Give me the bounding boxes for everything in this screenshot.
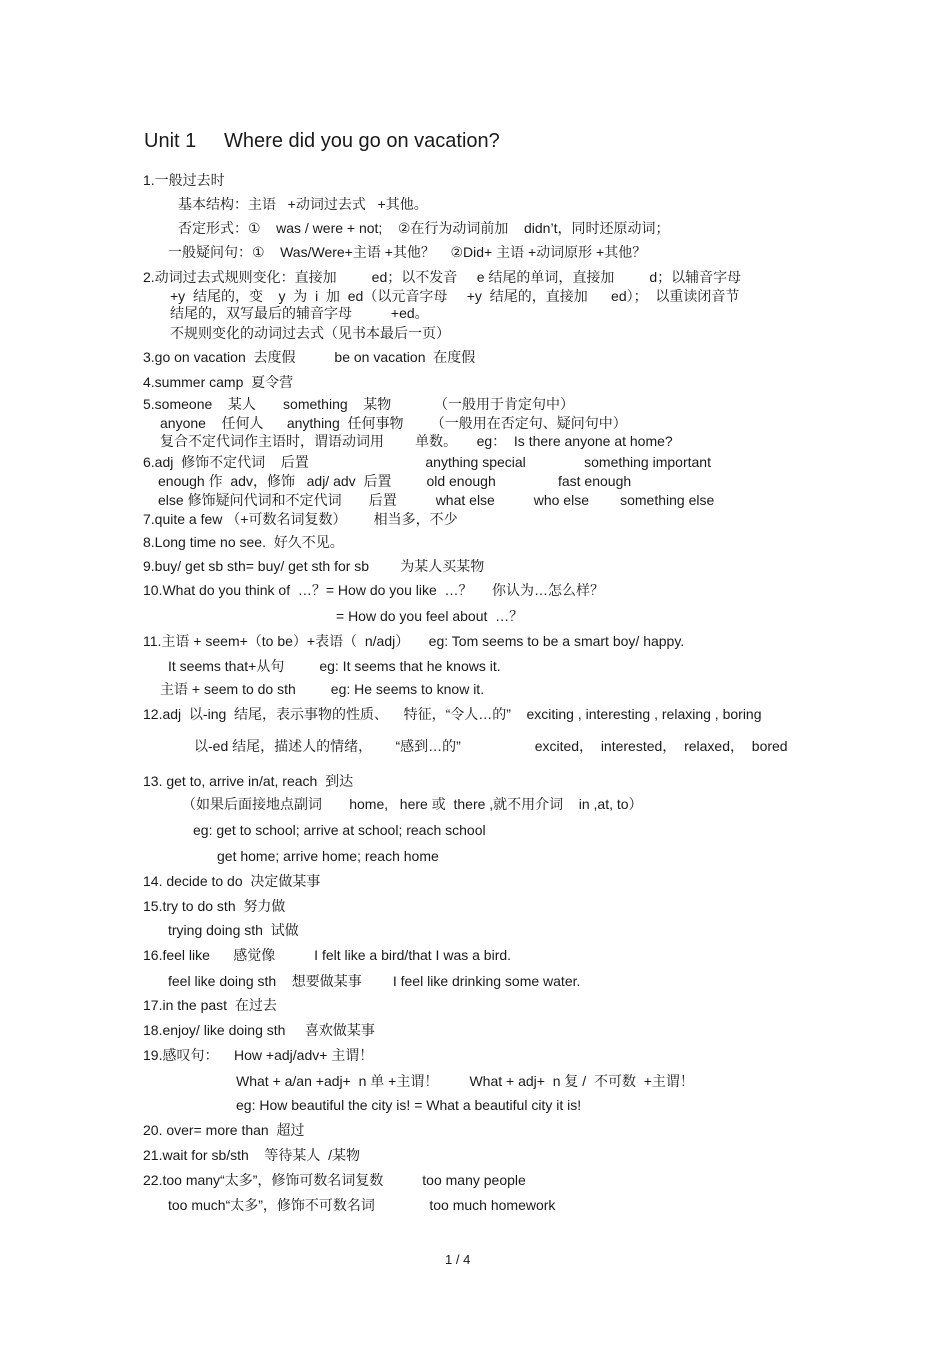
note-line: 4.summer camp 夏令营 xyxy=(143,374,294,390)
note-line: 13. get to, arrive in/at, reach 到达 xyxy=(143,773,354,789)
note-line: 17.in the past 在过去 xyxy=(143,997,277,1013)
note-line: 20. over= more than 超过 xyxy=(143,1122,305,1138)
note-line: It seems that+从句 eg: It seems that he knows it. xyxy=(168,658,501,674)
note-line: 否定形式：① was / were + not; ②在行为动词前加 didn’t，同时还原动词； xyxy=(178,220,670,236)
unit-title: Unit 1 Where did you go on vacation? xyxy=(144,130,500,152)
page-number: 1 / 4 xyxy=(445,1252,471,1267)
note-line: = How do you feel about …？ xyxy=(336,608,524,624)
note-line: 11.主语 + seem+（to be）+表语（ n/adj） eg: Tom seems to be a smart boy/ happy. xyxy=(143,633,685,649)
note-line: What + a/an +adj+ n 单 +主谓！ What + adj+ n 复 / 不可数 +主谓！ xyxy=(236,1073,694,1089)
note-line: too much“太多”，修饰不可数名词 too much homework xyxy=(168,1197,556,1213)
note-line: 3.go on vacation 去度假 be on vacation 在度假 xyxy=(143,349,476,365)
note-line: anyone 任何人 anything 任何事物 （一般用在否定句、疑问句中） xyxy=(160,415,627,431)
note-line: 以-ed 结尾，描述人的情绪， “感到…的” excited， interested， relaxed， bored xyxy=(194,738,788,754)
note-line: 19.感叹句： How +adj/adv+ 主谓！ xyxy=(143,1047,374,1063)
note-line: eg: How beautiful the city is! = What a beautiful city it is! xyxy=(236,1097,582,1113)
note-line: +y 结尾的，变 y 为 i 加 ed（以元音字母 +y 结尾的，直接加 ed）； 以重读闭音节 xyxy=(170,288,740,304)
note-line: 14. decide to do 决定做某事 xyxy=(143,873,321,889)
note-line: 12.adj 以-ing 结尾，表示事物的性质、 特征，“令人…的” exciting , interesting , relaxing , boring xyxy=(143,706,762,722)
note-line: 18.enjoy/ like doing sth 喜欢做某事 xyxy=(143,1022,375,1038)
note-line: 复合不定代词作主语时，谓语动词用 单数。 eg： Is there anyone at home? xyxy=(160,433,673,449)
note-line: 22.too many“太多”，修饰可数名词复数 too many people xyxy=(143,1172,526,1188)
note-line: 8.Long time no see. 好久不见。 xyxy=(143,534,344,550)
note-line: 主语 + seem to do sth eg: He seems to know it. xyxy=(160,681,485,697)
note-line: 一般疑问句：① Was/Were+主语 +其他？ ②Did+ 主语 +动词原形 +其他？ xyxy=(168,244,647,260)
note-line: enough 作 adv，修饰 adj/ adv 后置 old enough fast enough xyxy=(158,473,632,489)
note-line: else 修饰疑问代词和不定代词 后置 what else who else something else xyxy=(158,492,715,508)
note-line: 9.buy/ get sb sth= buy/ get sth for sb 为某人买某物 xyxy=(143,558,485,574)
note-line: 21.wait for sb/sth 等待某人 /某物 xyxy=(143,1147,361,1163)
note-line: 1.一般过去时 xyxy=(143,172,225,188)
note-line: 5.someone 某人 something 某物 （一般用于肯定句中） xyxy=(143,396,574,412)
note-line: 6.adj 修饰不定代词 后置 anything special something important xyxy=(143,454,711,470)
note-line: trying doing sth 试做 xyxy=(168,922,299,938)
note-line: 不规则变化的动词过去式（见书本最后一页） xyxy=(170,325,450,341)
note-line: 结尾的，双写最后的辅音字母 +ed。 xyxy=(170,305,429,321)
note-line: （如果后面接地点副词 home, here 或 there ,就不用介词 in ,at, to） xyxy=(182,796,643,812)
note-line: 16.feel like 感觉像 I felt like a bird/that I was a bird. xyxy=(143,947,512,963)
note-line: 15.try to do sth 努力做 xyxy=(143,898,286,914)
note-line: 基本结构：主语 +动词过去式 +其他。 xyxy=(178,196,428,212)
note-line: eg: get to school; arrive at school; reach school xyxy=(193,822,486,838)
note-line: 2.动词过去式规则变化：直接加 ed；以不发音 e 结尾的单词，直接加 d；以辅音字母 xyxy=(143,269,742,285)
note-line: get home; arrive home; reach home xyxy=(217,848,439,864)
note-line: feel like doing sth 想要做某事 I feel like drinking some water. xyxy=(168,973,581,989)
note-line: 7.quite a few （+可数名词复数） 相当多，不少 xyxy=(143,511,458,527)
note-line: 10.What do you think of …？= How do you like …？ 你认为…怎么样？ xyxy=(143,582,604,598)
